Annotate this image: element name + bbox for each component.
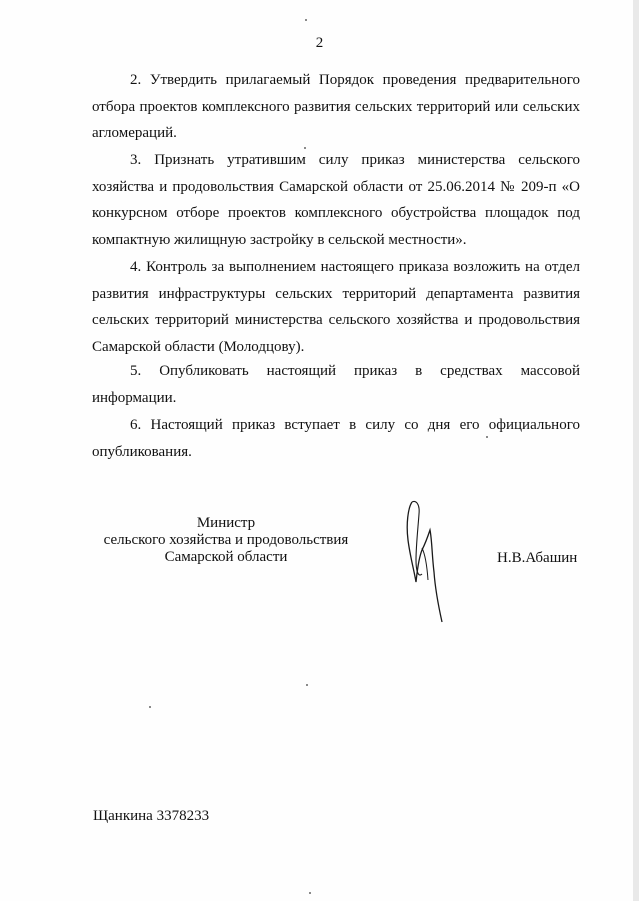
paragraph-item-4: 4. Контроль за выполнением настоящего приказа возложить на отдел развития инфраструктуры сельских территорий департамента развития сельских территорий министерства сельского хозяйства и продовольствия Самарской области (Молодцову). (92, 259, 580, 355)
signatory-title-line: Самарской области (164, 549, 288, 565)
scan-speck (305, 19, 307, 21)
paragraph-item-2: 2. Утвердить прилагаемый Порядок проведения предварительного отбора проектов комплексного развития сельских территорий или сельских агломераций. (92, 72, 580, 141)
scan-speck (309, 892, 311, 894)
scan-speck (304, 147, 306, 149)
scan-speck (149, 706, 151, 708)
signatory-title-line: сельского хозяйства и продовольствия (103, 532, 349, 548)
scan-speck (486, 436, 488, 438)
signatory-title-line: Министр (196, 515, 256, 531)
paragraph-item-6: 6. Настоящий приказ вступает в силу со дня его официального опубликования. (92, 417, 580, 460)
scan-edge-shadow (633, 0, 639, 901)
scan-speck (306, 684, 308, 686)
page-number: 2 (315, 35, 324, 51)
handwritten-signature (392, 494, 452, 629)
paragraph-item-5: 5. Опубликовать настоящий приказ в средствах массовой информации. (92, 363, 580, 406)
signatory-title (95, 515, 357, 566)
signatory-name: Н.В.Абашин (497, 550, 578, 566)
executor-contact: Щанкина 3378233 (93, 808, 210, 824)
paragraph-item-3: 3. Признать утратившим силу приказ министерства сельского хозяйства и продовольствия Самарской области от 25.06.2014 № 209-п «О конкурсном отборе проектов комплексного обустройства площадок под компактную жилищную застройку в сельской местности». (92, 152, 580, 248)
